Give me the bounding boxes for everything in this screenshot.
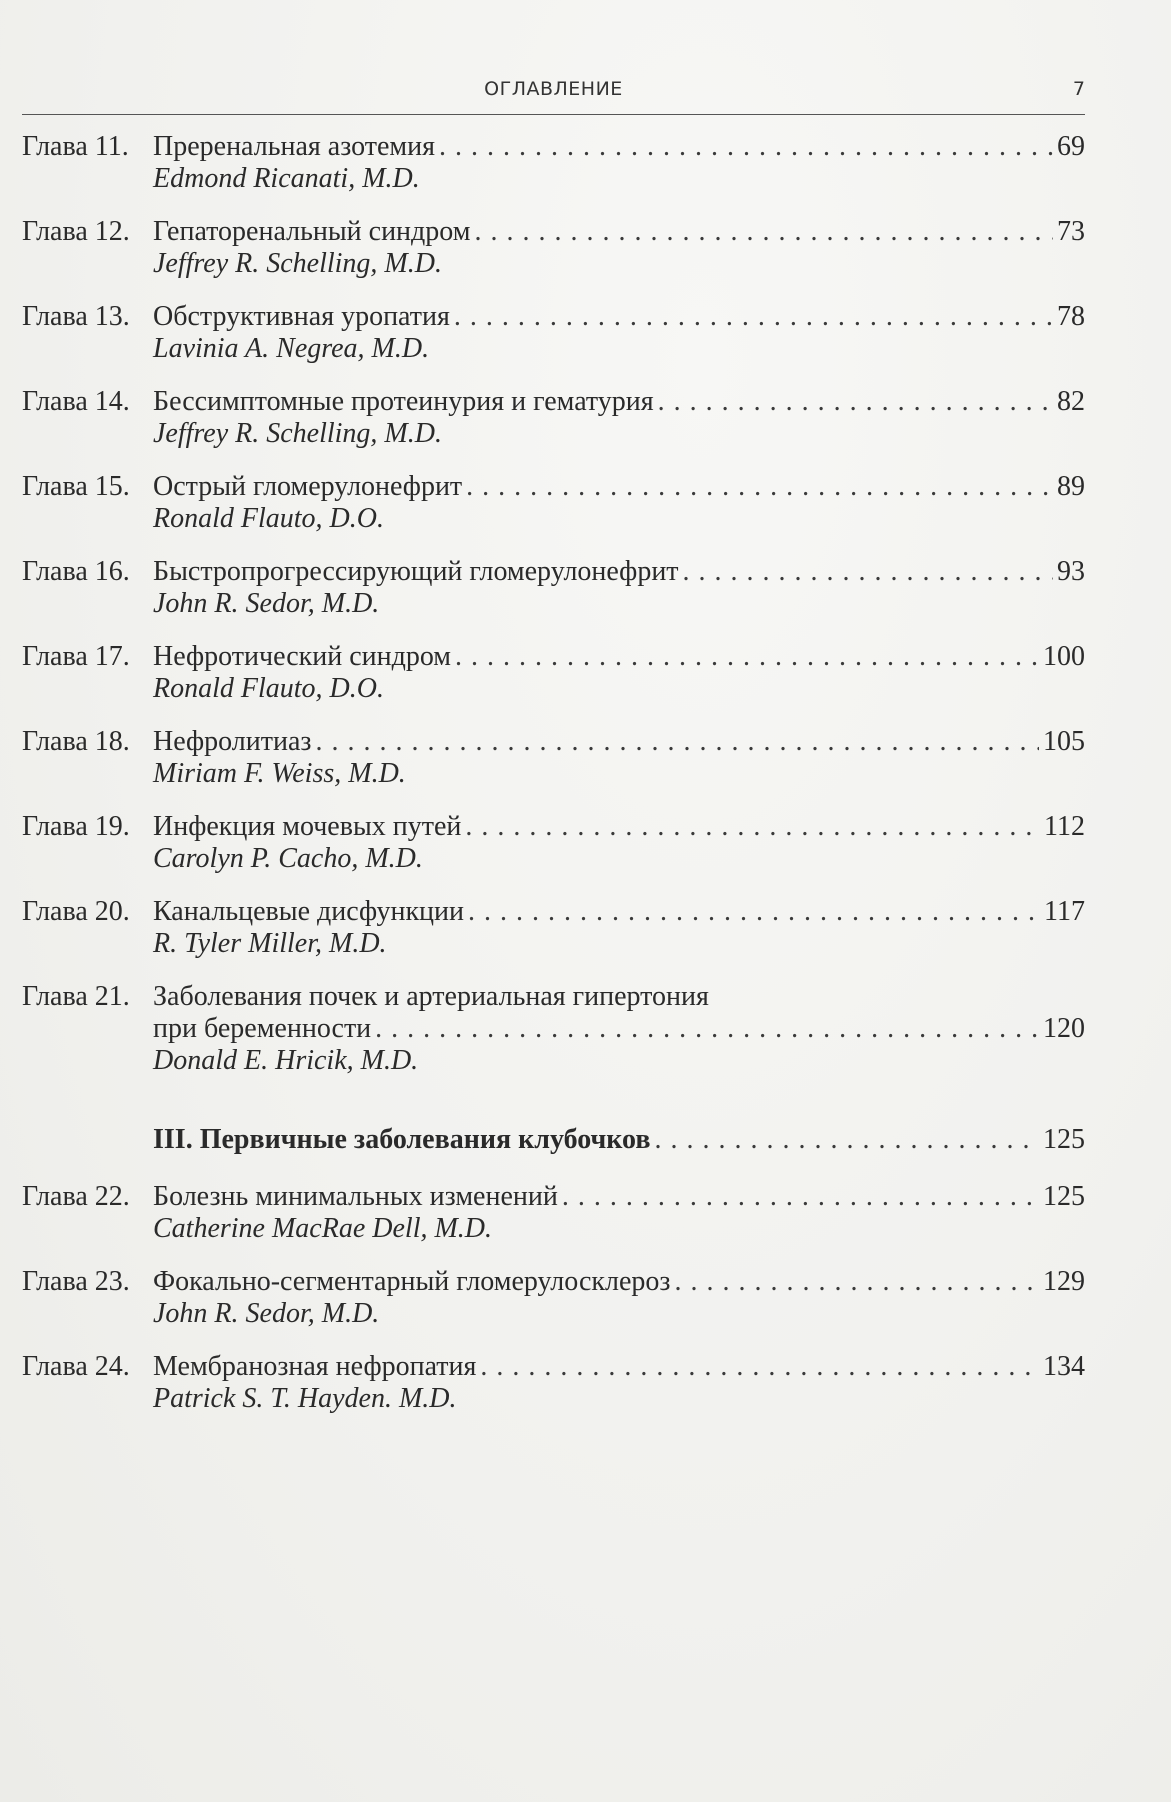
toc-section-iii: [22, 1124, 1085, 1156]
leader-dots: [454, 301, 1053, 333]
chapter-title: Мембранозная нефропатия: [153, 1351, 477, 1382]
chapter-author: Ronald Flauto, D.O.: [153, 673, 384, 704]
chapter-author: Donald E. Hricik, M.D.: [153, 1045, 419, 1076]
chapter-label: Глава 17.: [22, 641, 130, 672]
chapter-page: 93: [1057, 556, 1085, 587]
leader-dots: [315, 726, 1039, 758]
chapter-title: Гепаторенальный синдром: [153, 216, 471, 247]
leader-dots: [455, 641, 1039, 673]
chapter-title: Канальцевые дисфункции: [153, 896, 464, 927]
chapter-label: Глава 13.: [22, 301, 130, 332]
chapter-title: Болезнь минимальных изменений: [153, 1181, 558, 1212]
chapter-label: Глава 21.: [22, 981, 130, 1012]
leader-dots: [375, 1013, 1039, 1045]
chapter-page: 129: [1043, 1266, 1085, 1297]
chapter-label: Глава 24.: [22, 1351, 130, 1382]
chapter-page: 105: [1043, 726, 1085, 757]
leader-dots: [465, 811, 1040, 843]
chapter-author: Jeffrey R. Schelling, M.D.: [153, 418, 442, 449]
chapter-author: Carolyn P. Cacho, M.D.: [153, 843, 423, 874]
chapter-label: Глава 11.: [22, 131, 129, 162]
chapter-page: 117: [1044, 896, 1085, 927]
chapter-label: Глава 15.: [22, 471, 130, 502]
toc-entry-ch21: [22, 981, 1085, 1077]
chapter-label: Глава 20.: [22, 896, 130, 927]
chapter-page: 78: [1057, 301, 1085, 332]
chapter-page: 89: [1057, 471, 1085, 502]
chapter-page: 112: [1044, 811, 1085, 842]
leader-dots: [654, 1124, 1039, 1156]
chapter-label: Глава 12.: [22, 216, 130, 247]
leader-dots: [468, 896, 1040, 928]
leader-dots: [474, 216, 1053, 248]
chapter-title: Фокально-сегментарный гломерулосклероз: [153, 1266, 671, 1297]
chapter-author: Patrick S. T. Hayden. M.D.: [153, 1383, 457, 1414]
chapter-label: Глава 14.: [22, 386, 130, 417]
chapter-title: Быстропрогрессирующий гломерулонефрит: [153, 556, 679, 587]
chapter-author: Edmond Ricanati, M.D.: [153, 163, 420, 194]
toc-entry-ch23: [22, 1266, 1085, 1330]
toc-entry-ch20: [22, 896, 1085, 960]
chapter-label: Глава 18.: [22, 726, 130, 757]
toc-entry-ch16: [22, 556, 1085, 620]
chapter-label: Глава 23.: [22, 1266, 130, 1297]
toc-entry-ch22: [22, 1181, 1085, 1245]
toc-entry-ch18: [22, 726, 1085, 790]
page-header: [22, 78, 1085, 115]
chapter-page: 73: [1057, 216, 1085, 247]
running-title: ОГЛАВЛЕНИЕ: [484, 78, 623, 100]
leader-dots: [674, 1266, 1039, 1298]
chapter-label: Глава 22.: [22, 1181, 130, 1212]
chapter-title-line2: при беременности: [153, 1013, 372, 1044]
toc-entry-ch24: [22, 1351, 1085, 1415]
chapter-page: 69: [1057, 131, 1085, 162]
chapter-author: Catherine MacRae Dell, M.D.: [153, 1213, 493, 1244]
page-number: 7: [1072, 78, 1085, 100]
chapter-page: 125: [1043, 1181, 1085, 1212]
chapter-label: Глава 16.: [22, 556, 130, 587]
chapter-author: R. Tyler Miller, M.D.: [153, 928, 387, 959]
leader-dots: [439, 131, 1053, 163]
section-page: 125: [1043, 1124, 1085, 1155]
chapter-page: 82: [1057, 386, 1085, 417]
leader-dots: [658, 386, 1053, 418]
chapter-title: Бессимптомные протеинурия и гематурия: [153, 386, 654, 417]
chapter-page: 120: [1043, 1013, 1085, 1044]
leader-dots: [466, 471, 1053, 503]
chapter-label: Глава 19.: [22, 811, 130, 842]
chapter-title: Преренальная азотемия: [153, 131, 435, 162]
chapter-page: 134: [1043, 1351, 1085, 1382]
leader-dots: [562, 1181, 1039, 1213]
chapter-author: Jeffrey R. Schelling, M.D.: [153, 248, 442, 279]
chapter-author: Lavinia A. Negrea, M.D.: [153, 333, 430, 364]
toc-entry-ch11: [22, 131, 1085, 195]
chapter-title: Инфекция мочевых путей: [153, 811, 462, 842]
chapter-author: John R. Sedor, M.D.: [153, 588, 380, 619]
chapter-page: 100: [1043, 641, 1085, 672]
toc-entry-ch14: [22, 386, 1085, 450]
toc-entry-ch19: [22, 811, 1085, 875]
section-title: III. Первичные заболевания клубочков: [153, 1124, 651, 1155]
toc-entry-ch17: [22, 641, 1085, 705]
chapter-title-line1: Заболевания почек и артериальная гипертония: [153, 981, 709, 1012]
toc-entry-ch13: [22, 301, 1085, 365]
leader-dots: [480, 1351, 1039, 1383]
leader-dots: [683, 556, 1053, 588]
chapter-author: Miriam F. Weiss, M.D.: [153, 758, 406, 789]
toc-entry-ch15: [22, 471, 1085, 535]
chapter-title: Нефролитиаз: [153, 726, 312, 757]
chapter-author: John R. Sedor, M.D.: [153, 1298, 380, 1329]
chapter-title: Нефротический синдром: [153, 641, 452, 672]
chapter-title: Обструктивная уропатия: [153, 301, 450, 332]
toc-entry-ch12: [22, 216, 1085, 280]
chapter-author: Ronald Flauto, D.O.: [153, 503, 384, 534]
chapter-title: Острый гломерулонефрит: [153, 471, 463, 502]
